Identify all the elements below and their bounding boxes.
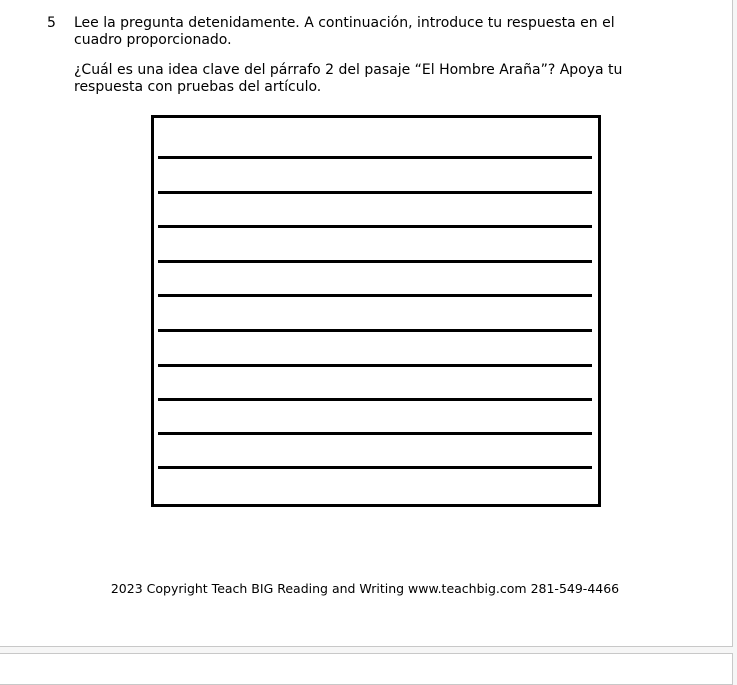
question-prompt: ¿Cuál es una idea clave del párrafo 2 del pasaje “El Hombre Araña”? Apoya tu respuesta con pruebas del artículo. <box>74 62 623 95</box>
copyright-footer: 2023 Copyright Teach BIG Reading and Writing www.teachbig.com 281-549-4466 <box>110 581 620 596</box>
next-page-edge <box>0 653 733 685</box>
answer-line <box>158 466 592 469</box>
answer-line <box>158 364 592 367</box>
answer-line <box>158 156 592 159</box>
answer-line <box>158 432 592 435</box>
question-text <box>74 15 654 109</box>
answer-box[interactable] <box>151 115 601 507</box>
question-number: 5 <box>47 15 56 31</box>
question-instruction: Lee la pregunta detenidamente. A continuación, introduce tu respuesta en el cuadro proporcionado. <box>74 15 615 48</box>
answer-line <box>158 329 592 332</box>
answer-line <box>158 294 592 297</box>
answer-line <box>158 260 592 263</box>
answer-line <box>158 398 592 401</box>
answer-line <box>158 191 592 194</box>
answer-line <box>158 225 592 228</box>
